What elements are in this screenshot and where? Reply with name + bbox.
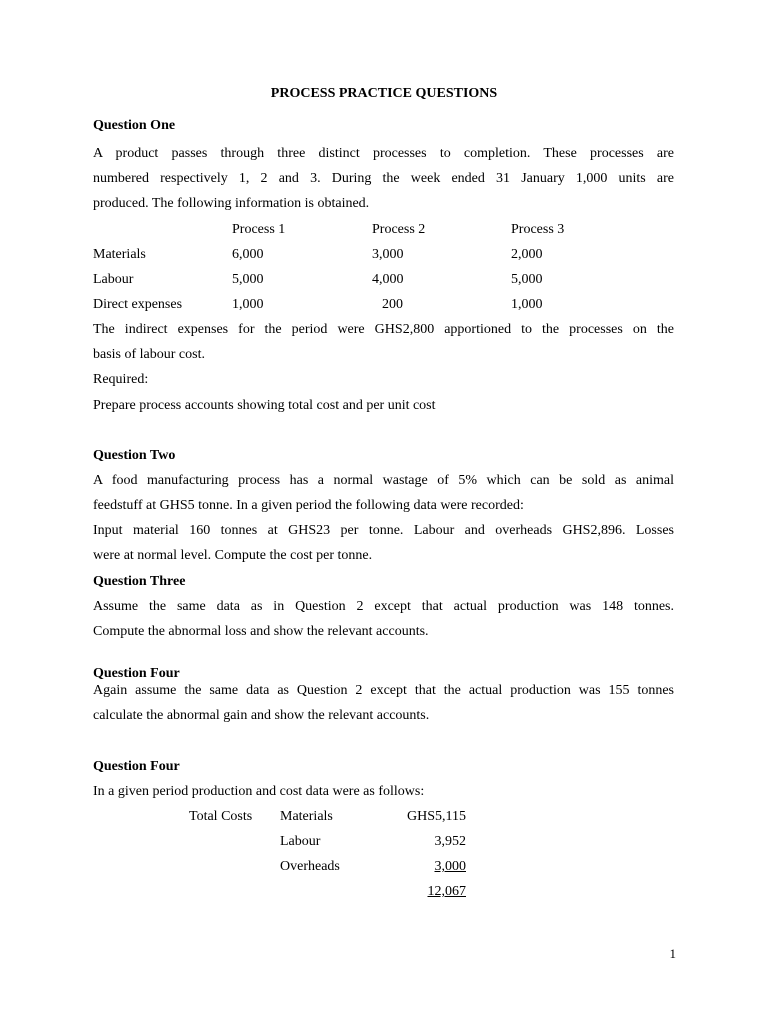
table-cell: 3,000 [372,247,404,262]
question-one-paragraph-line: basis of labour cost. [93,347,205,362]
page-number: 1 [669,946,676,961]
table-cell: 2,000 [511,247,543,262]
cost-item-label: Materials [280,809,333,824]
table-cell: 200 [382,297,403,312]
question-one-required-label: Required: [93,372,149,387]
cost-total-text: 12,067 [427,884,466,899]
table-header-process-2: Process 2 [372,222,426,237]
question-one-paragraph-line: The indirect expenses for the period were GHS2,800 apportioned to the processes on the [93,322,674,337]
question-one-heading: Question One [93,118,176,133]
total-costs-label: Total Costs [189,809,253,824]
table-cell: 5,000 [511,272,543,287]
document-title: PROCESS PRACTICE QUESTIONS [270,86,498,101]
question-two-line: were at normal level. Compute the cost per tonne. [93,548,373,563]
cost-item-label: Labour [280,834,321,849]
question-four-line: calculate the abnormal gain and show the relevant accounts. [93,708,430,723]
question-one-paragraph-line: produced. The following information is obtained. [93,196,370,211]
question-two-line: Input material 160 tonnes at GHS23 per tonne. Labour and overheads GHS2,896. Losses [93,523,674,538]
table-row-label: Direct expenses [93,297,183,312]
cost-item-value-text: 3,000 [434,859,466,874]
cost-item-label: Overheads [280,859,340,874]
cost-total-value [366,879,466,904]
question-two-line: feedstuff at GHS5 tonne. In a given period the following data were recorded: [93,498,524,513]
cost-item-value [366,854,466,879]
table-cell: 1,000 [511,297,543,312]
table-row-label: Labour [93,272,134,287]
table-cell: 4,000 [372,272,404,287]
table-header-process-3: Process 3 [511,222,565,237]
table-cell: 1,000 [232,297,264,312]
question-three-heading: Question Three [93,574,186,589]
table-row-label: Materials [93,247,146,262]
table-cell: 5,000 [232,272,264,287]
table-cell: 6,000 [232,247,264,262]
question-one-task: Prepare process accounts showing total cost and per unit cost [93,398,436,413]
question-five-intro: In a given period production and cost data were as follows: [93,784,425,799]
cost-item-value: GHS5,115 [407,809,466,824]
cost-item-value: 3,952 [434,834,466,849]
question-two-heading: Question Two [93,448,176,463]
question-three-line: Assume the same data as in Question 2 except that actual production was 148 tonnes. [93,599,674,614]
question-five-heading: Question Four [93,759,180,774]
question-two-line: A food manufacturing process has a normal wastage of 5% which can be sold as animal [93,473,674,488]
question-one-paragraph-line: numbered respectively 1, 2 and 3. During the week ended 31 January 1,000 units are [93,171,674,186]
table-header-process-1: Process 1 [232,222,286,237]
question-three-line: Compute the abnormal loss and show the relevant accounts. [93,624,429,639]
question-one-paragraph-line: A product passes through three distinct processes to completion. These processes are [93,146,674,161]
question-four-line: Again assume the same data as Question 2 except that the actual production was 155 tonnes [93,683,674,698]
question-four-heading: Question Four [93,666,180,681]
